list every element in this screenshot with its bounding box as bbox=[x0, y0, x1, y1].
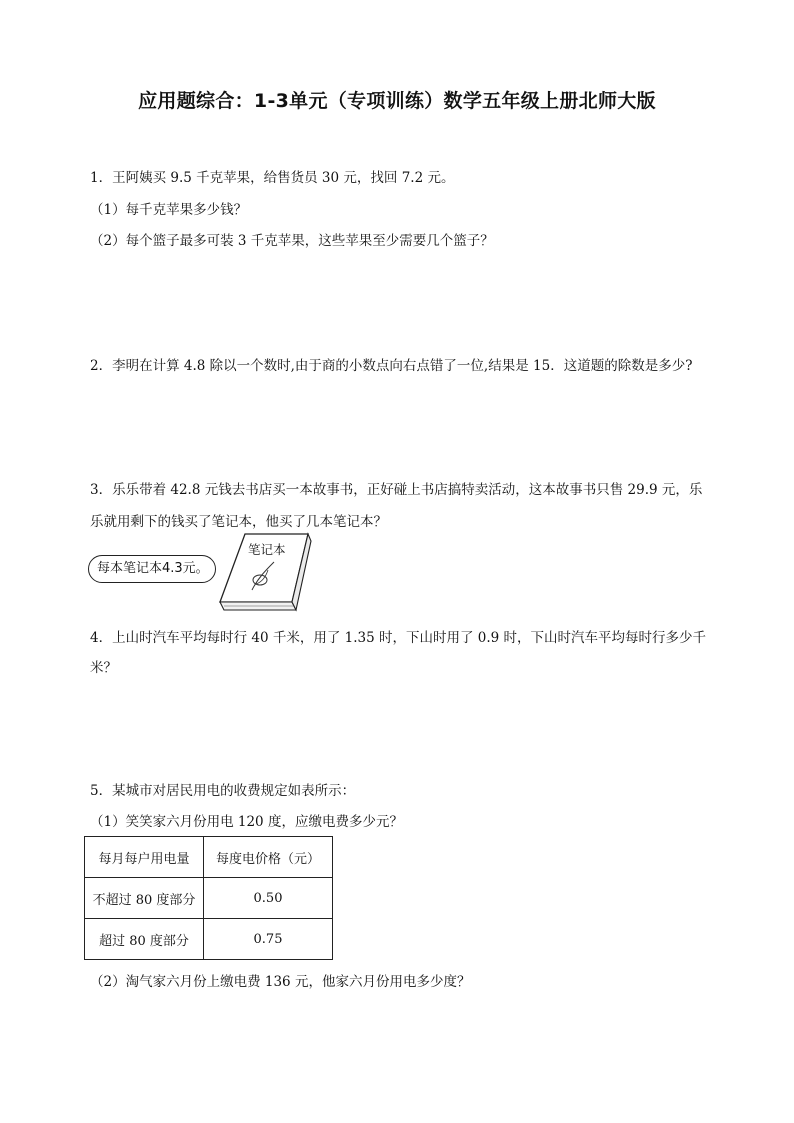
q4-line1: 4．上山时汽车平均每时行 40 千米，用了 1.35 时，下山时用了 0.9 时，下山时汽车平均每时行多少千 bbox=[90, 630, 707, 646]
table-cell: 不超过 80 度部分 bbox=[85, 878, 204, 919]
notebook-label: 笔记本 bbox=[248, 542, 286, 557]
q3-line1: 3．乐乐带着 42.8 元钱去书店买一本故事书，正好碰上书店搞特卖活动，这本故事书只售 29.9 元，乐 bbox=[90, 482, 703, 498]
q1-sub2: （2）每个篮子最多可装 3 千克苹果，这些苹果至少需要几个篮子？ bbox=[90, 233, 494, 249]
table-cell: 超过 80 度部分 bbox=[85, 919, 204, 960]
electricity-price-table bbox=[84, 836, 333, 960]
table-header-price: 每度电价格（元） bbox=[204, 837, 333, 878]
page-title: 应用题综合：1-3单元（专项训练）数学五年级上册北师大版 bbox=[138, 90, 656, 112]
q4-line2: 米？ bbox=[90, 660, 117, 676]
price-speech-bubble: 每本笔记本4.3元。 bbox=[88, 555, 216, 583]
table-header-usage: 每月每户用电量 bbox=[85, 837, 204, 878]
table-row bbox=[85, 919, 333, 960]
q1-sub1: （1）每千克苹果多少钱？ bbox=[90, 202, 248, 218]
q5-sub2: （2）淘气家六月份上缴电费 136 元，他家六月份用电多少度？ bbox=[90, 974, 471, 990]
q5-sub1: （1）笑笑家六月份用电 120 度，应缴电费多少元？ bbox=[90, 814, 403, 830]
q3-line2: 乐就用剩下的钱买了笔记本，他买了几本笔记本？ bbox=[90, 514, 387, 530]
table-header-row bbox=[85, 837, 333, 878]
table-row bbox=[85, 878, 333, 919]
notebook-icon bbox=[200, 532, 315, 614]
q2-stem: 2．李明在计算 4.8 除以一个数时,由于商的小数点向右点错了一位,结果是 15．这道题的除数是多少? bbox=[90, 358, 693, 374]
q1-stem: 1．王阿姨买 9.5 千克苹果，给售货员 30 元，找回 7.2 元。 bbox=[90, 170, 455, 186]
q5-stem: 5．某城市对居民用电的收费规定如表所示： bbox=[90, 783, 356, 799]
table-cell: 0.50 bbox=[204, 878, 333, 919]
table-cell: 0.75 bbox=[204, 919, 333, 960]
